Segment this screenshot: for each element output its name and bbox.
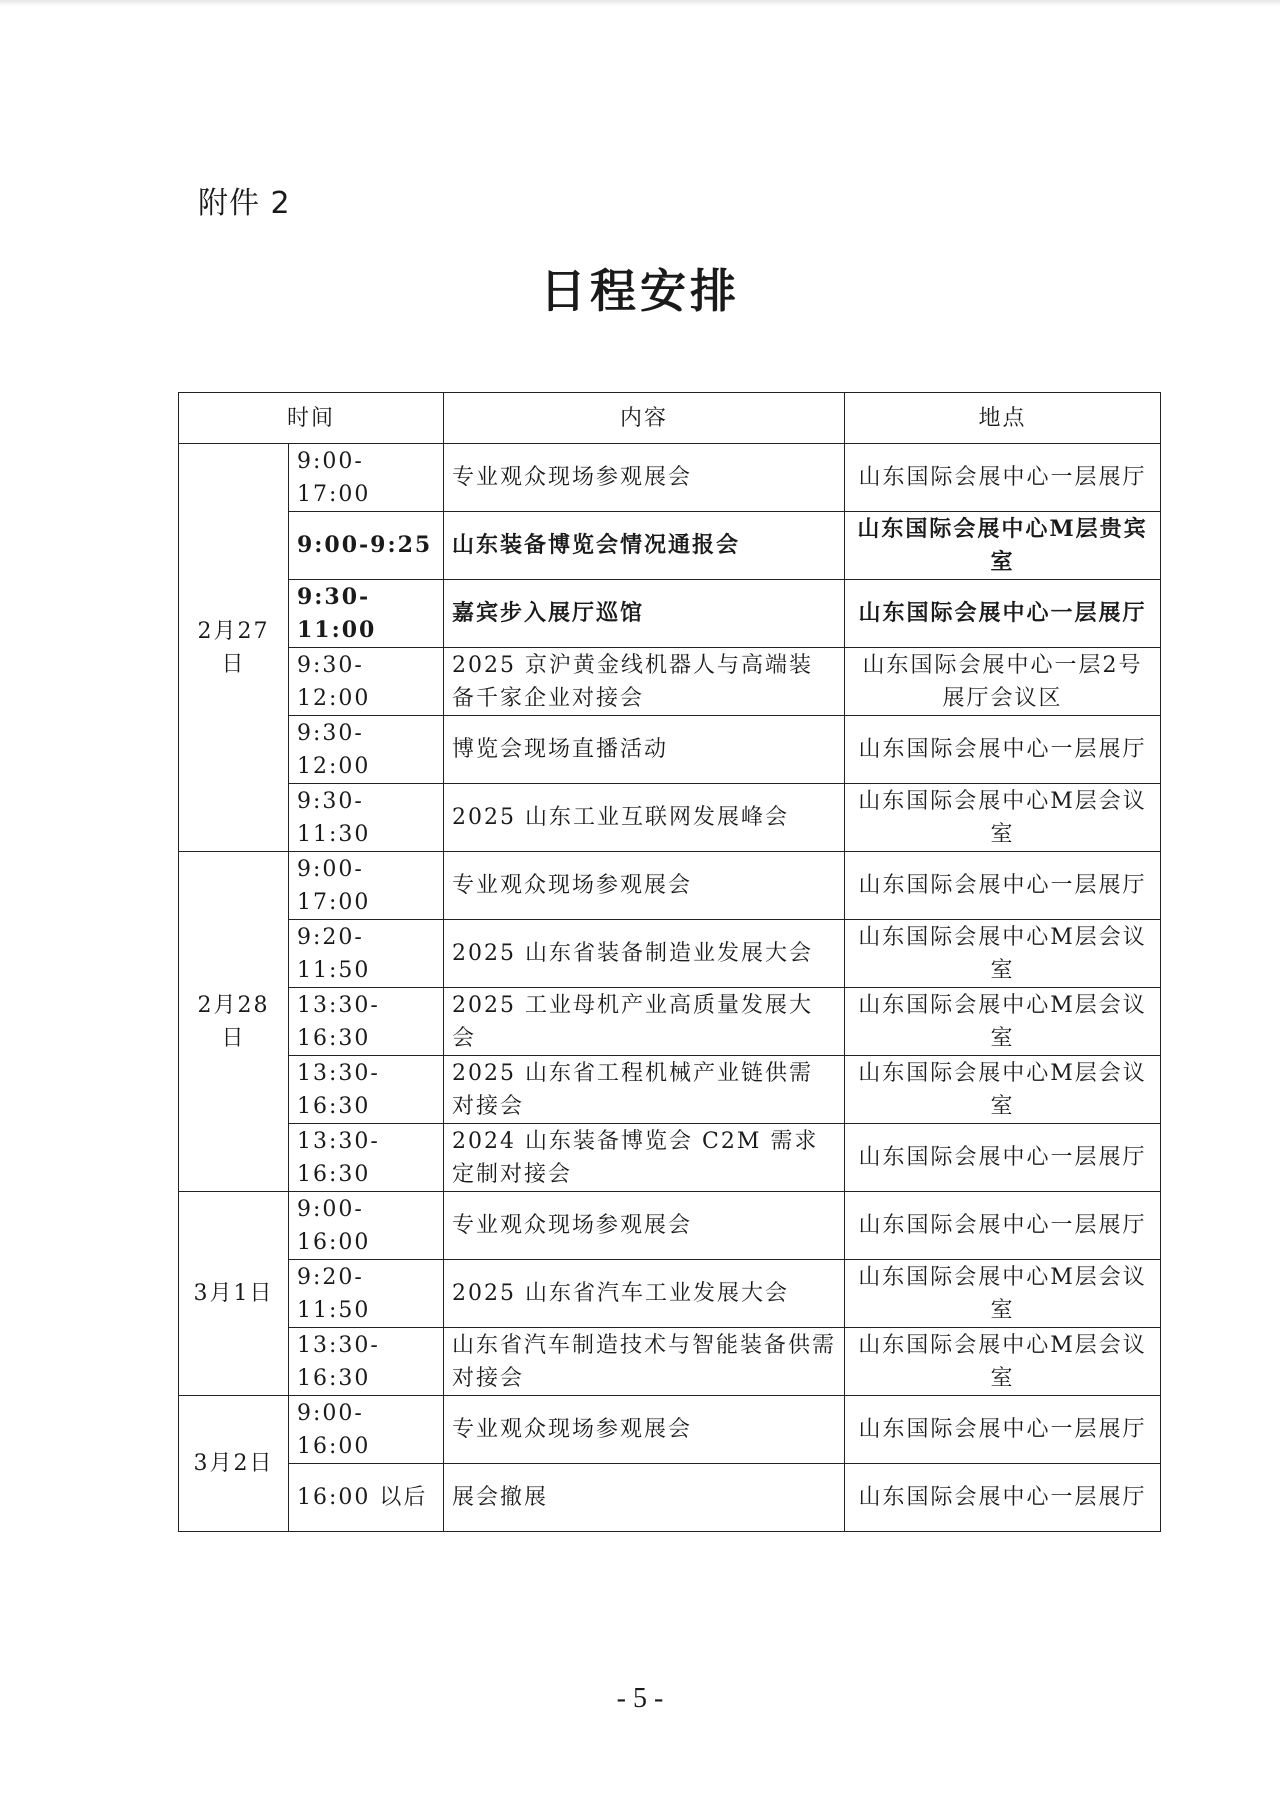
date-cell: 3月1日 bbox=[179, 1192, 289, 1396]
time-cell: 9:20-11:50 bbox=[289, 920, 444, 988]
table-row bbox=[179, 784, 1161, 852]
venue-cell: 山东国际会展中心一层展厅 bbox=[845, 1396, 1161, 1464]
content-cell: 2025 山东省工程机械产业链供需对接会 bbox=[444, 1056, 845, 1124]
table-row bbox=[179, 1260, 1161, 1328]
page-number: - 5 - bbox=[616, 1683, 664, 1714]
time-cell: 9:30-11:00 bbox=[289, 580, 444, 648]
venue-cell: 山东国际会展中心一层展厅 bbox=[845, 444, 1161, 512]
time-cell: 16:00 以后 bbox=[289, 1464, 444, 1532]
venue-cell: 山东国际会展中心一层展厅 bbox=[845, 1192, 1161, 1260]
content-cell: 嘉宾步入展厅巡馆 bbox=[444, 580, 845, 648]
venue-cell: 山东国际会展中心一层展厅 bbox=[845, 1464, 1161, 1532]
table-row bbox=[179, 580, 1161, 648]
time-cell: 9:00-17:00 bbox=[289, 852, 444, 920]
time-cell: 9:00-17:00 bbox=[289, 444, 444, 512]
scan-edge-shade bbox=[0, 0, 1280, 6]
table-row bbox=[179, 1396, 1161, 1464]
content-cell: 博览会现场直播活动 bbox=[444, 716, 845, 784]
time-cell: 9:30-12:00 bbox=[289, 648, 444, 716]
venue-cell: 山东国际会展中心M层会议室 bbox=[845, 784, 1161, 852]
venue-cell: 山东国际会展中心M层会议室 bbox=[845, 920, 1161, 988]
table-row bbox=[179, 920, 1161, 988]
schedule-body bbox=[179, 444, 1161, 1532]
table-row bbox=[179, 1124, 1161, 1192]
date-cell: 3月2日 bbox=[179, 1396, 289, 1532]
content-cell: 2025 山东工业互联网发展峰会 bbox=[444, 784, 845, 852]
table-row bbox=[179, 1056, 1161, 1124]
time-cell: 13:30-16:30 bbox=[289, 988, 444, 1056]
venue-cell: 山东国际会展中心M层贵宾室 bbox=[845, 512, 1161, 580]
venue-cell: 山东国际会展中心一层展厅 bbox=[845, 716, 1161, 784]
venue-cell: 山东国际会展中心M层会议室 bbox=[845, 988, 1161, 1056]
page-title: 日程安排 bbox=[540, 264, 740, 318]
time-cell: 13:30-16:30 bbox=[289, 1328, 444, 1396]
content-cell: 2025 工业母机产业高质量发展大会 bbox=[444, 988, 845, 1056]
venue-cell: 山东国际会展中心M层会议室 bbox=[845, 1328, 1161, 1396]
venue-cell: 山东国际会展中心M层会议室 bbox=[845, 1260, 1161, 1328]
time-cell: 9:30-12:00 bbox=[289, 716, 444, 784]
table-row bbox=[179, 512, 1161, 580]
content-cell: 专业观众现场参观展会 bbox=[444, 1192, 845, 1260]
content-cell: 2025 山东省汽车工业发展大会 bbox=[444, 1260, 845, 1328]
venue-cell: 山东国际会展中心一层展厅 bbox=[845, 580, 1161, 648]
content-cell: 2025 京沪黄金线机器人与高端装备千家企业对接会 bbox=[444, 648, 845, 716]
time-cell: 9:00-9:25 bbox=[289, 512, 444, 580]
venue-cell: 山东国际会展中心M层会议室 bbox=[845, 1056, 1161, 1124]
table-row bbox=[179, 444, 1161, 512]
header-venue: 地点 bbox=[845, 393, 1161, 444]
time-cell: 9:00-16:00 bbox=[289, 1396, 444, 1464]
content-cell: 专业观众现场参观展会 bbox=[444, 852, 845, 920]
content-cell: 专业观众现场参观展会 bbox=[444, 444, 845, 512]
table-row bbox=[179, 716, 1161, 784]
table-header-row bbox=[179, 393, 1161, 444]
content-cell: 展会撤展 bbox=[444, 1464, 845, 1532]
table-row bbox=[179, 648, 1161, 716]
date-cell: 2月28日 bbox=[179, 852, 289, 1192]
time-cell: 13:30-16:30 bbox=[289, 1124, 444, 1192]
date-cell: 2月27日 bbox=[179, 444, 289, 852]
table-row bbox=[179, 1192, 1161, 1260]
table-row bbox=[179, 988, 1161, 1056]
time-cell: 9:30-11:30 bbox=[289, 784, 444, 852]
content-cell: 2024 山东装备博览会 C2M 需求定制对接会 bbox=[444, 1124, 845, 1192]
table-row bbox=[179, 1464, 1161, 1532]
time-cell: 13:30-16:30 bbox=[289, 1056, 444, 1124]
venue-cell: 山东国际会展中心一层展厅 bbox=[845, 852, 1161, 920]
time-cell: 9:20-11:50 bbox=[289, 1260, 444, 1328]
venue-cell: 山东国际会展中心一层展厅 bbox=[845, 1124, 1161, 1192]
attachment-label: 附件 2 bbox=[198, 186, 291, 221]
content-cell: 专业观众现场参观展会 bbox=[444, 1396, 845, 1464]
content-cell: 山东装备博览会情况通报会 bbox=[444, 512, 845, 580]
content-cell: 山东省汽车制造技术与智能装备供需对接会 bbox=[444, 1328, 845, 1396]
table-row bbox=[179, 1328, 1161, 1396]
time-cell: 9:00-16:00 bbox=[289, 1192, 444, 1260]
schedule-table bbox=[178, 392, 1161, 1532]
venue-cell: 山东国际会展中心一层2号展厅会议区 bbox=[845, 648, 1161, 716]
header-content: 内容 bbox=[444, 393, 845, 444]
content-cell: 2025 山东省装备制造业发展大会 bbox=[444, 920, 845, 988]
table-row bbox=[179, 852, 1161, 920]
header-time: 时间 bbox=[179, 393, 444, 444]
